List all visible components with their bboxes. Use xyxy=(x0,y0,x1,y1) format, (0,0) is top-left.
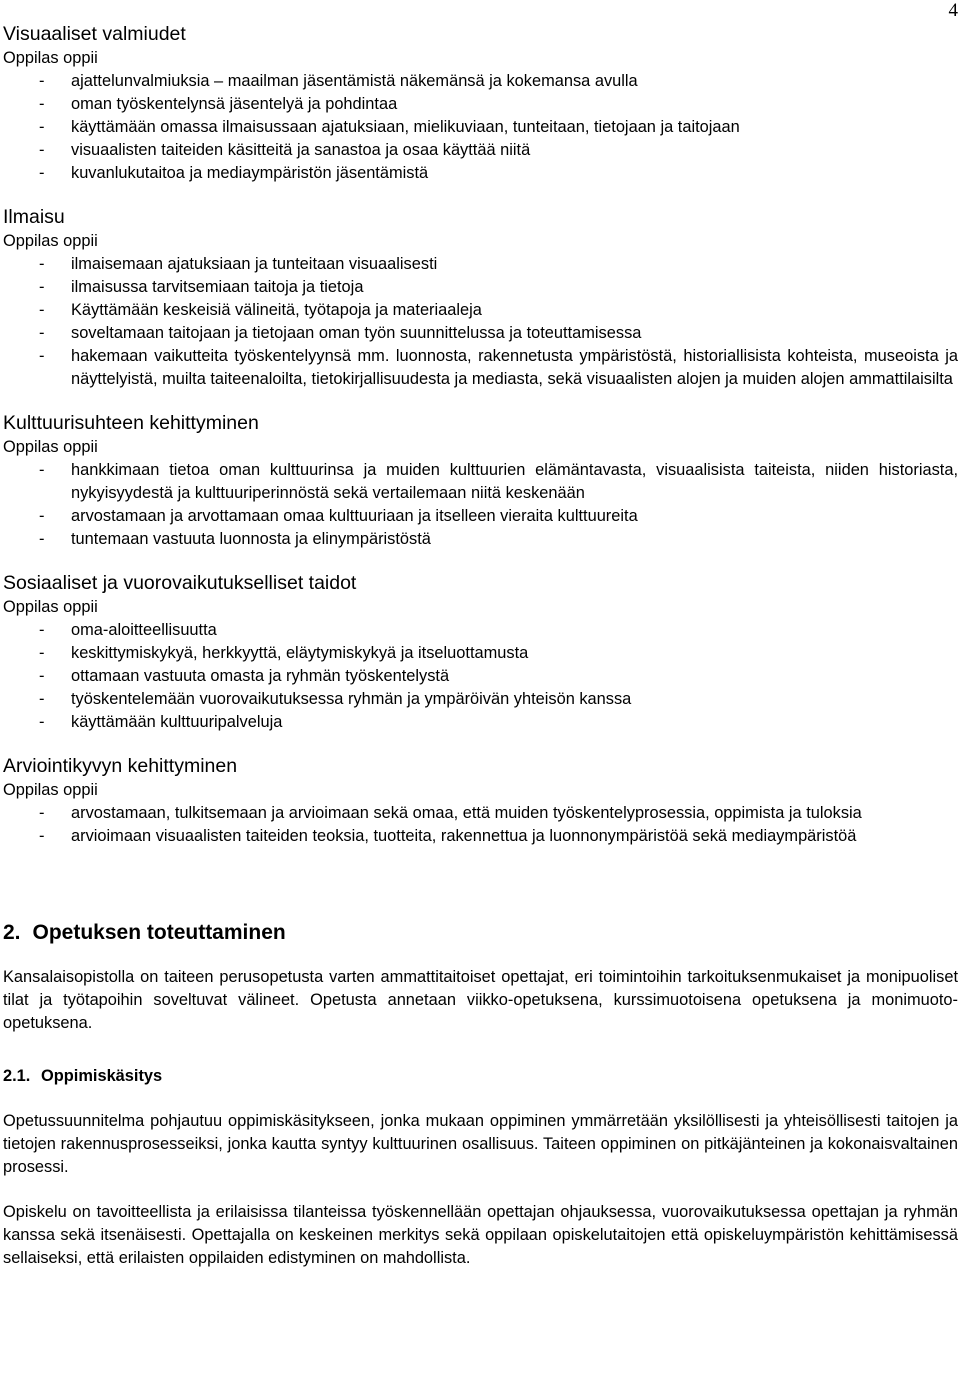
chapter-heading xyxy=(3,920,958,946)
subchapter-title: Oppimiskäsitys xyxy=(41,1067,163,1085)
chapter-number: 2. xyxy=(3,921,21,944)
list-item: - käyttämään kulttuuripalveluja xyxy=(3,711,958,734)
section xyxy=(3,571,958,734)
list-item: - Käyttämään keskeisiä välineitä, työtapoja ja materiaaleja xyxy=(3,299,958,322)
section-title: Sosiaaliset ja vuorovaikutukselliset taidot xyxy=(3,572,357,594)
list-item: - soveltamaan taitojaan ja tietojaan oman työn suunnittelussa ja toteuttamisessa xyxy=(3,322,958,345)
list-item: - arvioimaan visuaalisten taiteiden teoksia, tuotteita, rakennettua ja luonnonympäristöä sekä mediaympäristöä xyxy=(3,825,958,848)
list-item: - ilmaisemaan ajatuksiaan ja tunteitaan visuaalisesti xyxy=(3,253,958,276)
list-item: - oman työskentelynsä jäsentelyä ja pohdintaa xyxy=(3,93,958,116)
list-item: - keskittymiskykyä, herkkyyttä, eläytymiskykyä ja itseluottamusta xyxy=(3,642,958,665)
subchapter-heading xyxy=(3,1065,958,1088)
subchapter-paragraph: Opiskelu on tavoitteellista ja erilaisissa tilanteissa työskennellään opettajan ohjauksessa, vuorovaikutuksessa opettajan ja ryhmän kanssa sekä itsenäisesti. Opettajalla on keskeinen merkitys sekä oppilaan opiskelutaitojen että opiskeluympäristön kehittämisessä sellaiseksi, että erilaisten oppilaiden edistyminen on mahdollista. xyxy=(3,1203,958,1267)
bullet-list xyxy=(3,253,958,391)
list-item: - oma-aloitteellisuutta xyxy=(3,619,958,642)
section xyxy=(3,754,958,848)
subchapter-paragraph: Opetussuunnitelma pohjautuu oppimiskäsitykseen, jonka mukaan oppiminen ymmärretään yksilöllisesti ja yhteisöllisesti taitojen ja tietojen rakennusprosesseiksi, jonka kautta syntyy kulttuurinen osallisuus. Taiteen oppiminen on pitkäjänteinen ja kokonaisvaltainen prosessi. xyxy=(3,1112,958,1176)
list-item: - käyttämään omassa ilmaisussaan ajatuksiaan, mielikuviaan, tunteitaan, tietojaan ja taitojaan xyxy=(3,116,958,139)
list-item: - ajattelunvalmiuksia – maailman jäsentämistä näkemänsä ja kokemansa avulla xyxy=(3,70,958,93)
section xyxy=(3,22,958,185)
list-item: - visuaalisten taiteiden käsitteitä ja sanastoa ja osaa käyttää niitä xyxy=(3,139,958,162)
section-subtitle: Oppilas oppii xyxy=(3,49,98,67)
section xyxy=(3,411,958,551)
section-title: Visuaaliset valmiudet xyxy=(3,23,186,45)
subchapter-number: 2.1. xyxy=(3,1067,31,1085)
section xyxy=(3,205,958,391)
section-title: Ilmaisu xyxy=(3,206,65,228)
bullet-list xyxy=(3,459,958,551)
bullet-list xyxy=(3,619,958,734)
page-number: 4 xyxy=(948,0,958,21)
section-subtitle: Oppilas oppii xyxy=(3,232,98,250)
section-subtitle: Oppilas oppii xyxy=(3,438,98,456)
list-item: - kuvanlukutaitoa ja mediaympäristön jäsentämistä xyxy=(3,162,958,185)
section-subtitle: Oppilas oppii xyxy=(3,598,98,616)
sections-container xyxy=(3,22,958,848)
list-item: - hakemaan vaikutteita työskentelyynsä mm. luonnosta, rakennetusta ympäristöstä, historiallisista kohteista, museoista ja näyttelyistä, muilta taiteenaloilta, tietokirjallisuudesta ja mediasta, sekä visuaalisten alojen ja muiden alojen ammattilaisilta xyxy=(3,345,958,391)
chapter-title: Opetuksen toteuttaminen xyxy=(32,921,286,944)
section-subtitle: Oppilas oppii xyxy=(3,781,98,799)
bullet-list xyxy=(3,802,958,848)
chapter-paragraph: Kansalaisopistolla on taiteen perusopetusta varten ammattitaitoiset opettajat, eri toimintoihin tarkoituksenmukaiset ja monipuoliset tilat ja työtapoihin soveltuvat välineet. Opetusta annetaan viikko-opetuksena, kurssimuotoisena opetuksena ja monimuoto-opetuksena. xyxy=(3,968,958,1032)
list-item: - ilmaisussa tarvitsemiaan taitoja ja tietoja xyxy=(3,276,958,299)
list-item: - työskentelemään vuorovaikutuksessa ryhmän ja ympäröivän yhteisön kanssa xyxy=(3,688,958,711)
list-item: - arvostamaan, tulkitsemaan ja arvioimaan sekä omaa, että muiden työskentelyprosessia, oppimista ja tuloksia xyxy=(3,802,958,825)
list-item: - hankkimaan tietoa oman kulttuurinsa ja muiden kulttuurien elämäntavasta, visuaalisista taiteista, niiden historiasta, nykyisyydestä ja kulttuuriperinnöstä sekä vertailemaan niitä keskenään xyxy=(3,459,958,505)
section-title: Kulttuurisuhteen kehittyminen xyxy=(3,412,259,434)
list-item: - tuntemaan vastuuta luonnosta ja elinympäristöstä xyxy=(3,528,958,551)
list-item: - arvostamaan ja arvottamaan omaa kulttuuriaan ja itselleen vieraita kulttuureita xyxy=(3,505,958,528)
section-title: Arviointikyvyn kehittyminen xyxy=(3,755,238,777)
bullet-list xyxy=(3,70,958,185)
list-item: - ottamaan vastuuta omasta ja ryhmän työskentelystä xyxy=(3,665,958,688)
